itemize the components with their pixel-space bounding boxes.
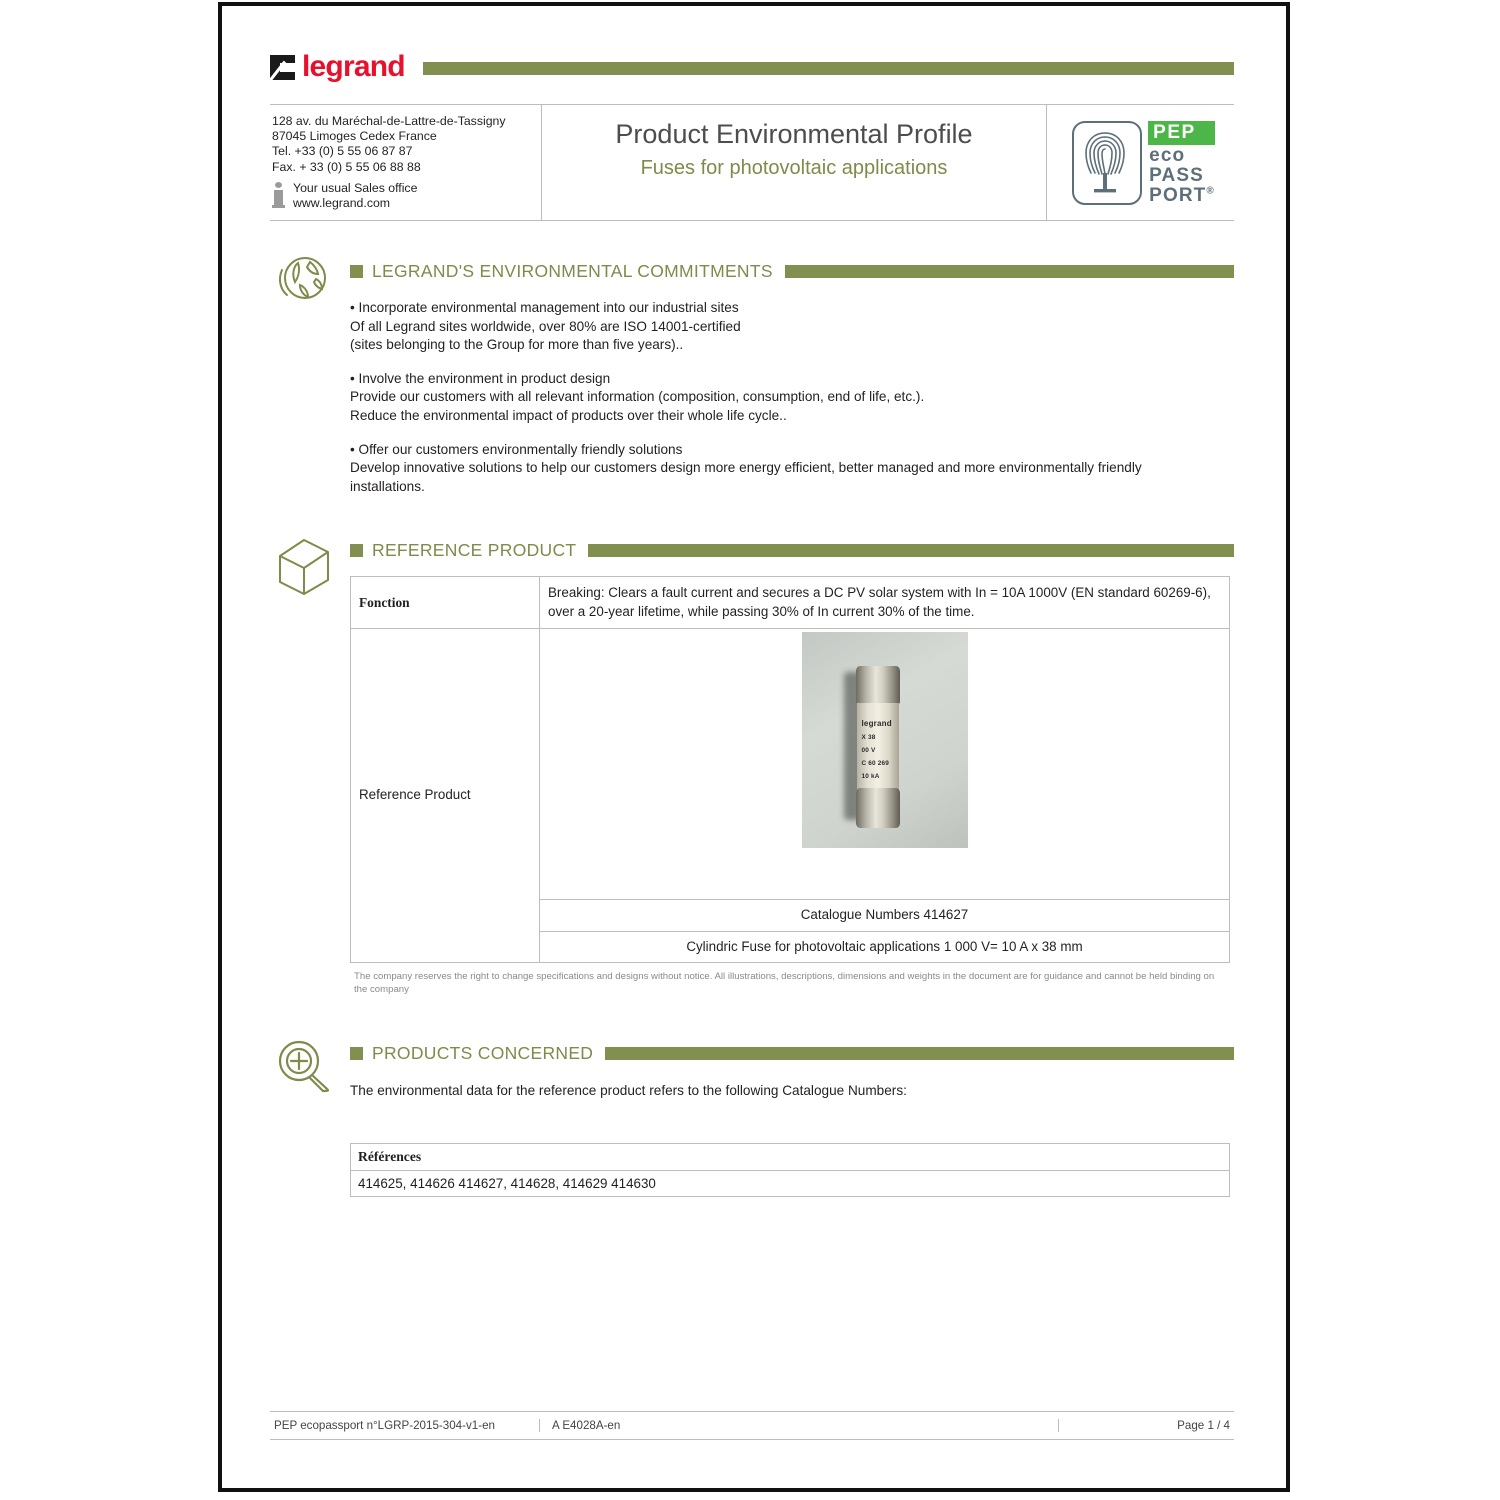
magnifier-plus-icon [274,1036,336,1098]
pep-line-pass: PASS [1149,164,1204,186]
section-title-commitments: LEGRAND'S ENVIRONMENTAL COMMITMENTS [372,260,773,281]
products-concerned-intro: The environmental data for the reference product refers to the following Catalogue Numbers: [350,1082,907,1098]
info-icon [272,181,285,211]
fuse-marking-brand: legrand [861,719,892,729]
box-icon [274,534,336,596]
product-photo-cell [540,629,1230,900]
section-accent-bar [588,544,1234,557]
section-reference-product [270,538,1234,996]
product-description-line: Cylindric Fuse for photovoltaic applications 1 000 V= 10 A x 38 mm [540,931,1230,962]
page-title: Product Environmental Profile [615,119,973,149]
commitment-3-line-2: Develop innovative solutions to help our customers design more energy efficient, better managed and more environmentally friendly [350,460,1142,476]
commitments-body [270,299,1234,496]
address-line-2: 87045 Limoges Cedex France [272,129,437,144]
references-column-header: Références [351,1143,1230,1170]
header-accent-bar [423,62,1234,75]
fuse-marking-breaking: 10 kA [861,773,880,781]
table-row-fonction [351,577,1230,629]
fonction-label: Fonction [351,577,540,629]
address-line-4: Fax. + 33 (0) 5 55 06 88 88 [272,159,421,174]
fuse-cap-bottom [856,788,900,828]
reference-product-table [350,576,1230,963]
legrand-mark-icon [270,55,295,80]
sales-office-label: Your usual Sales office [293,180,418,195]
document-title-block [542,105,1047,220]
section-bullet-square [350,544,363,557]
fuse-marking-standard: C 60 269 [861,760,890,768]
references-table [350,1143,1230,1197]
commitment-3-line-1: • Offer our customers environmentally friendly solutions [350,441,683,457]
commitment-paragraph-1 [350,299,1234,355]
references-header-row [351,1143,1230,1170]
section-bullet-square [350,265,363,278]
address-line-3: Tel. +33 (0) 5 55 06 87 87 [272,144,413,159]
globe-leaf-icon [274,249,336,311]
references-value-row [351,1170,1230,1196]
legrand-logo [270,52,405,82]
fuse-cap-top [856,666,900,706]
section-title-reference-product: REFERENCE PRODUCT [372,539,577,560]
pep-badge: PEP [1148,121,1215,145]
fuse-marking-size: X 38 [861,734,876,742]
company-address [270,105,542,220]
legal-disclaimer: The company reserves the right to change specifications and designs without notice. All illustrations, descriptions, dimensions and weights in the document are for guidance and cannot be held binding on the company [354,970,1215,995]
footer-document-number: PEP ecopassport n°LGRP-2015-304-v1-en [270,1419,540,1432]
commitment-1-line-3: (sites belonging to the Group for more than five years).. [350,337,684,353]
pep-wordmark [1148,121,1215,205]
pep-line-port: PORT® [1149,184,1215,206]
commitment-3-line-3: installations. [350,478,425,494]
address-line-1: 128 av. du Maréchal-de-Lattre-de-Tassigny [272,114,506,128]
commitment-1-line-1: • Incorporate environmental management into our industrial sites [350,300,739,315]
fuse-marking-voltage: 00 V [861,747,876,755]
sales-office-block [272,181,533,211]
catalogue-numbers-line: Catalogue Numbers 414627 [540,900,1230,931]
commitment-2-line-2: Provide our customers with all relevant information (composition, consumption, end of life, etc.). [350,389,925,405]
page-footer [270,1411,1234,1440]
table-row-photo [351,629,1230,900]
commitment-paragraph-2 [350,370,1234,426]
footer-page-number: Page 1 / 4 [1177,1419,1230,1432]
commitment-paragraph-3 [350,441,1234,497]
references-value: 414625, 414626 414627, 414628, 414629 414630 [351,1170,1230,1196]
section-products-concerned [270,1042,1234,1197]
footer-reference-code: A E4028A-en [540,1419,1059,1432]
pep-line-eco: eco [1149,144,1186,166]
cylindrical-fuse-photo [802,632,968,848]
fuse-ceramic-body [857,703,899,793]
fonction-value: Breaking: Clears a fault current and secures a DC PV solar system with In = 10A 1000V (EN standard 60269-6), over a 20-year lifetime, while passing 30% of In current 30% of the time. [540,577,1230,629]
brand-header [270,50,1234,84]
fingerprint-tree-icon [1072,121,1142,205]
commitment-2-line-1: • Involve the environment in product design [350,370,611,386]
document-header-block [270,104,1234,221]
commitment-1-line-2: Of all Legrand sites worldwide, over 80% are ISO 14001-certified [350,318,741,334]
website-link[interactable]: www.legrand.com [293,196,391,211]
section-title-products-concerned: PRODUCTS CONCERNED [372,1043,594,1064]
legrand-wordmark: legrand [302,50,405,83]
commitment-2-line-3: Reduce the environmental impact of products over their whole life cycle.. [350,407,787,423]
section-accent-bar [785,265,1234,278]
pep-ecopassport-logo [1047,105,1234,220]
section-environmental-commitments [270,259,1234,496]
reference-product-label: Reference Product [351,629,540,963]
section-bullet-square [350,1047,363,1060]
page-subtitle: Fuses for photovoltaic applications [640,157,948,180]
document-page [218,2,1290,1492]
section-accent-bar [605,1047,1234,1060]
